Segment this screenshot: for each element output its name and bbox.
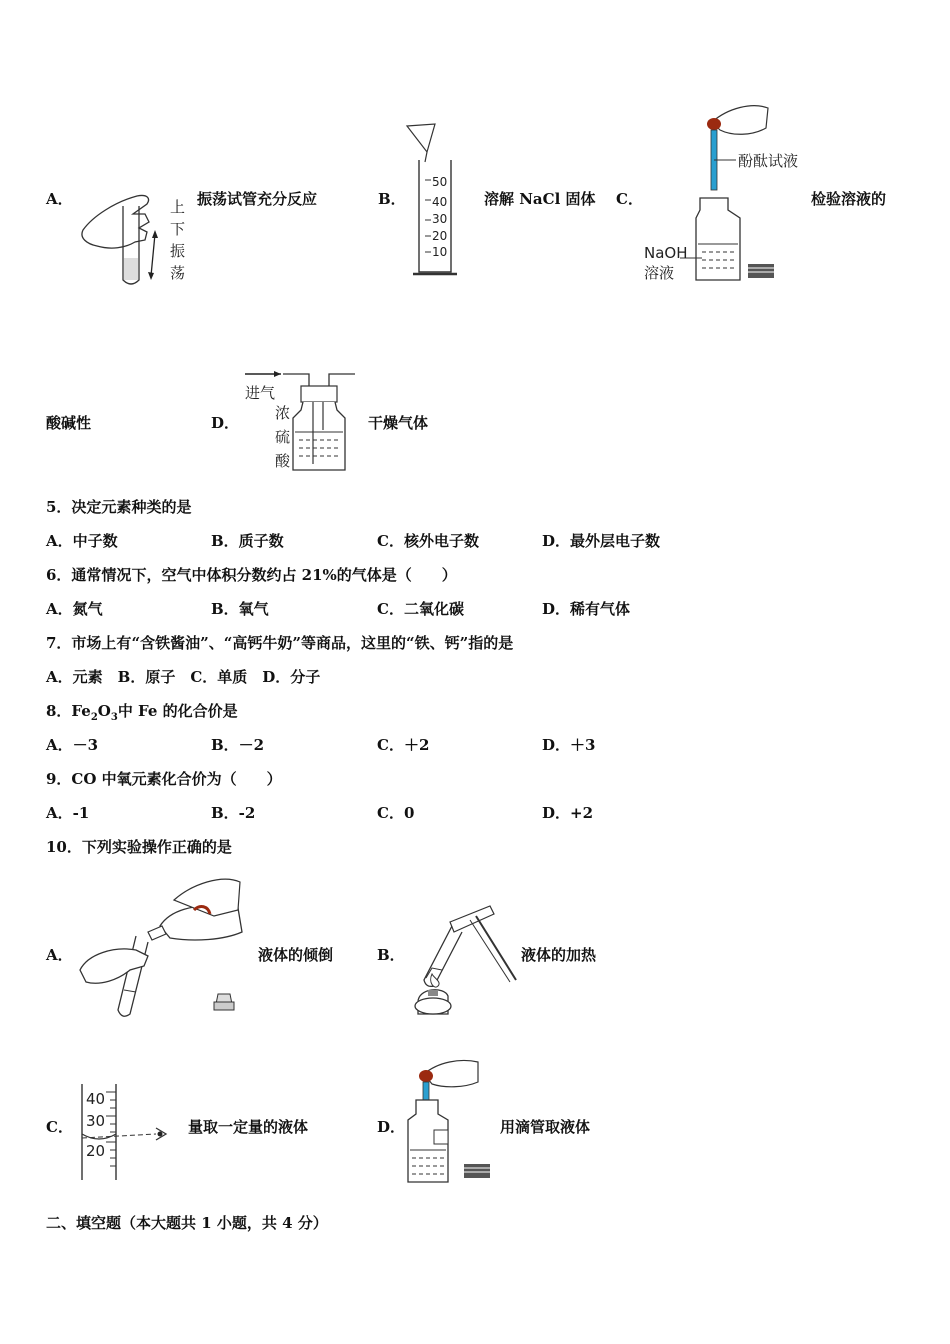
fig-label-dang: 荡 xyxy=(170,264,186,282)
measure-tick-30: 30 xyxy=(86,1112,106,1130)
q8-option-a: A．－3 xyxy=(46,736,99,754)
q5-option-b: B．质子数 xyxy=(211,532,284,550)
fig-label-up: 上 xyxy=(170,198,186,216)
q5-stem: 5．决定元素种类的是 xyxy=(46,498,192,516)
q7-stem: 7．市场上有“含铁酱油”、“高钙牛奶”等商品，这里的“铁、钙”指的是 xyxy=(46,634,514,652)
q5-option-c: C．核外电子数 xyxy=(377,532,479,550)
q4-option-a-caption: 振荡试管充分反应 xyxy=(197,190,318,208)
q9-option-c: C．0 xyxy=(377,804,415,822)
dropper-take-liquid-figure xyxy=(404,1056,500,1184)
acid-label-suan: 酸 xyxy=(275,452,291,470)
q10-option-c-letter: C． xyxy=(46,1118,73,1136)
q10-option-b-letter: B． xyxy=(377,946,405,964)
q4-option-b-caption: 溶解 NaCl 固体 xyxy=(484,190,596,208)
gas-in-label: 进气 xyxy=(245,384,276,402)
q8-stem-prefix: 8．Fe xyxy=(46,702,91,720)
q7-options: A．元素 B．原子 C．单质 D．分子 xyxy=(46,668,321,686)
graduated-cylinder-figure xyxy=(405,122,475,282)
q10-option-b-caption: 液体的加热 xyxy=(521,946,597,964)
q9-option-b: B．-2 xyxy=(211,804,256,822)
q6-option-a: A．氮气 xyxy=(46,600,103,618)
measure-tick-20: 20 xyxy=(86,1142,106,1160)
q10-stem: 10．下列实验操作正确的是 xyxy=(46,838,232,856)
naoh-label: NaOH xyxy=(644,244,688,262)
q8-stem-o: O xyxy=(97,702,111,720)
q8-stem-suffix: 中 Fe 的化合价是 xyxy=(117,702,238,720)
q8-stem xyxy=(46,702,238,727)
q10-option-d-caption: 用滴管取液体 xyxy=(500,1118,591,1136)
q10-option-d-letter: D． xyxy=(377,1118,406,1136)
q9-stem: 9．CO 中氧元素化合价为（ ） xyxy=(46,770,282,788)
q8-option-c: C．＋2 xyxy=(377,736,430,754)
q6-stem: 6．通常情况下，空气中体积分数约占 21%的气体是（ ） xyxy=(46,566,457,584)
q10-option-a-letter: A． xyxy=(46,946,73,964)
cylinder-tick-30: 30 xyxy=(432,212,448,226)
q4-option-b-letter: B． xyxy=(378,190,406,208)
acid-label-liu: 硫 xyxy=(275,428,291,446)
q8-option-d: D．＋3 xyxy=(542,736,596,754)
solution-label: 溶液 xyxy=(644,264,675,282)
cylinder-tick-10: 10 xyxy=(432,245,448,259)
q4-option-c-letter: C． xyxy=(616,190,643,208)
q9-option-a: A．-1 xyxy=(46,804,90,822)
q10-option-a-caption: 液体的倾倒 xyxy=(258,946,334,964)
cylinder-tick-50: 50 xyxy=(432,175,448,189)
q8-subscript-2: 2 xyxy=(90,712,98,723)
q4-option-a-letter: A． xyxy=(46,190,73,208)
q6-option-d: D．稀有气体 xyxy=(542,600,631,618)
q4-option-d-letter: D． xyxy=(211,414,240,432)
q5-option-d: D．最外层电子数 xyxy=(542,532,661,550)
q4-option-c-caption-1: 检验溶液的 xyxy=(811,190,887,208)
cylinder-tick-20: 20 xyxy=(432,229,448,243)
phenolphthalein-test-figure xyxy=(640,100,810,285)
cylinder-tick-40: 40 xyxy=(432,195,448,209)
q4-option-d-caption: 干燥气体 xyxy=(368,414,429,432)
measure-liquid-figure xyxy=(78,1082,182,1182)
q6-option-b: B．氧气 xyxy=(211,600,269,618)
dropper-label: 酚酞试液 xyxy=(738,152,799,170)
q4-option-c-caption-2: 酸碱性 xyxy=(46,414,92,432)
shake-test-tube-figure xyxy=(75,188,195,286)
section-2-title: 二、填空题（本大题共 1 小题，共 4 分） xyxy=(46,1214,328,1232)
gas-drying-bottle-figure xyxy=(243,366,363,476)
heat-liquid-figure xyxy=(404,902,524,1024)
q6-option-c: C．二氧化碳 xyxy=(377,600,464,618)
q8-subscript-3: 3 xyxy=(110,712,118,723)
acid-label-nong: 浓 xyxy=(275,404,291,422)
q9-option-d: D．+2 xyxy=(542,804,594,822)
q10-option-c-caption: 量取一定量的液体 xyxy=(188,1118,309,1136)
q8-option-b: B．－2 xyxy=(211,736,265,754)
pour-liquid-figure xyxy=(74,870,249,1022)
fig-label-zhen: 振 xyxy=(170,242,186,260)
fig-label-down: 下 xyxy=(170,220,186,238)
q5-option-a: A．中子数 xyxy=(46,532,118,550)
measure-tick-40: 40 xyxy=(86,1090,106,1108)
